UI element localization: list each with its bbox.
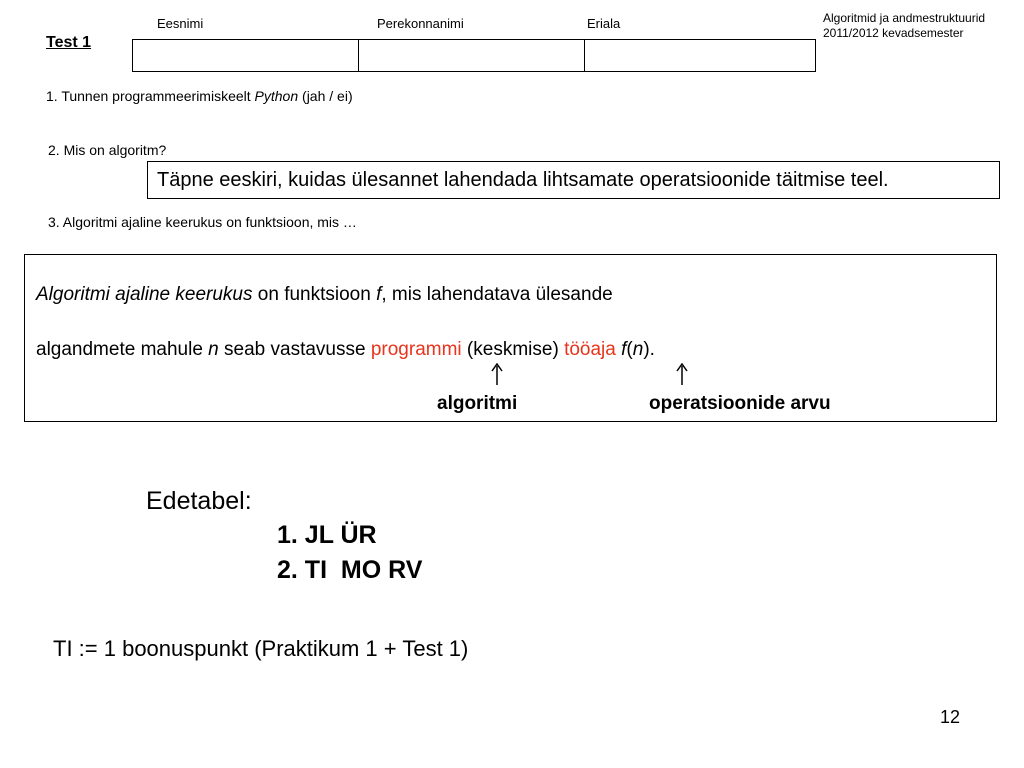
- column-label-first-name: Eesnimi: [157, 16, 204, 31]
- leaderboard-title: Edetabel:: [146, 487, 252, 515]
- course-name: Algoritmid ja andmestruktuurid: [823, 11, 986, 25]
- leaderboard-entry-1: 1. JL ÜR: [277, 521, 377, 549]
- label-operatsioonide-arvu: operatsioonide arvu: [649, 393, 831, 414]
- definition-text: ).: [643, 339, 655, 360]
- question-1: [46, 88, 353, 104]
- question-1-prefix: 1. Tunnen programmeerimiskeelt: [46, 88, 255, 104]
- last-name-field[interactable]: [359, 40, 585, 71]
- definition-text: seab vastavusse: [218, 339, 371, 360]
- definition-f: f: [621, 339, 627, 360]
- arrow-up-icon: [675, 363, 689, 385]
- test-title: Test 1: [46, 34, 92, 51]
- highlight-tooaja: tööaja: [564, 339, 616, 360]
- definition-term: Algoritmi ajaline keerukus: [36, 284, 253, 305]
- question-1-suffix: (jah / ei): [298, 88, 353, 104]
- bonus-note: TI := 1 boonuspunkt (Praktikum 1 + Test 1): [53, 636, 469, 661]
- definition-n: n: [208, 339, 219, 360]
- definition-text: on funktsioon: [252, 284, 377, 305]
- definition-box: [24, 254, 997, 422]
- page-number: 12: [940, 707, 961, 727]
- first-name-field[interactable]: [133, 40, 359, 71]
- label-algoritmi: algoritmi: [437, 393, 518, 414]
- definition-f: f: [376, 284, 382, 305]
- highlight-programmi: programmi: [370, 339, 462, 360]
- question-2-answer: Täpne eeskiri, kuidas ülesannet lahendada lihtsamate operatsioonide täitmise teel.: [147, 161, 1000, 199]
- definition-text: (keskmise): [461, 339, 565, 360]
- definition-n: n: [632, 339, 644, 360]
- name-fields-table: [132, 39, 816, 72]
- course-info: [823, 11, 985, 41]
- definition-line-2: [36, 339, 655, 361]
- definition-line-1: [36, 284, 613, 306]
- column-label-major: Eriala: [587, 16, 621, 31]
- leaderboard-entry-2: 2. TI MO RV: [277, 556, 423, 584]
- definition-text: , mis lahendatava ülesande: [381, 284, 613, 305]
- question-1-python: Python: [254, 88, 299, 104]
- column-label-last-name: Perekonnanimi: [377, 16, 464, 31]
- arrow-up-icon: [490, 363, 504, 385]
- course-semester: 2011/2012 kevadsemester: [823, 26, 964, 40]
- question-2: 2. Mis on algoritm?: [48, 142, 167, 158]
- major-field[interactable]: [585, 40, 815, 71]
- definition-text: (: [626, 339, 633, 360]
- definition-text: algandmete mahule: [36, 339, 209, 360]
- question-3: 3. Algoritmi ajaline keerukus on funktsioon, mis …: [48, 214, 357, 230]
